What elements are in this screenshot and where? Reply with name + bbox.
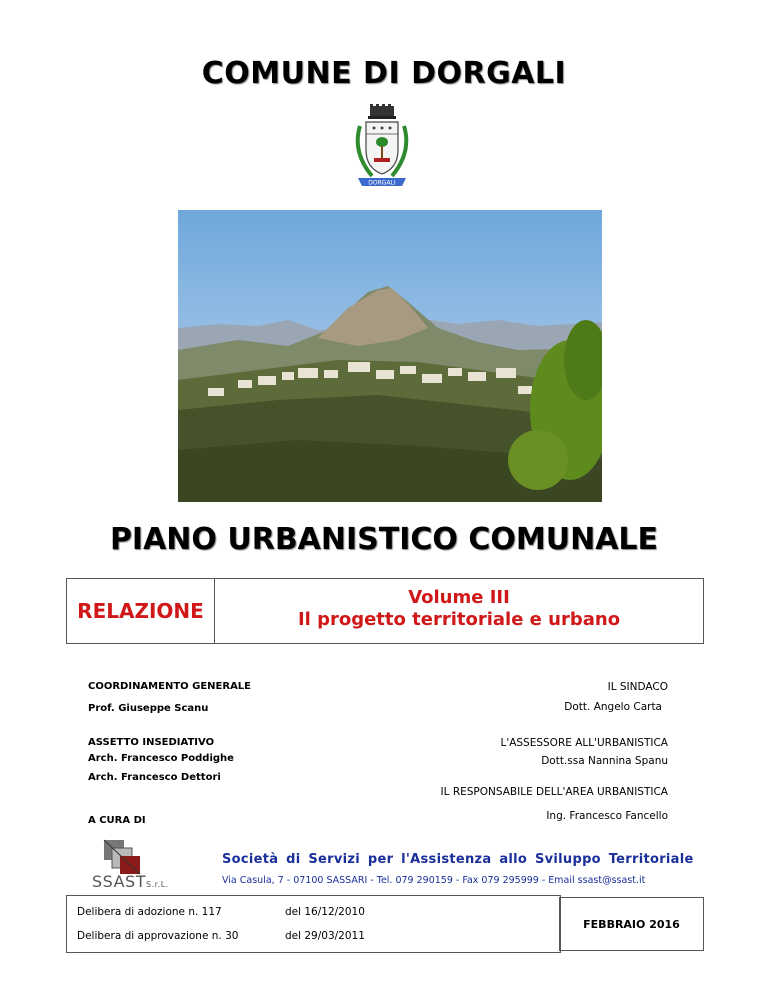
approvazione-date: del 29/03/2011 [285, 930, 365, 942]
plan-title: PIANO URBANISTICO COMUNALE [109, 522, 659, 557]
assetto-name-2: Arch. Francesco Dettori [88, 772, 221, 783]
sindaco-label: IL SINDACO [607, 681, 668, 693]
assessore-label: L'ASSESSORE ALL'URBANISTICA [500, 737, 668, 749]
approval-box [66, 895, 561, 953]
assessore-name: Dott.ssa Nannina Spanu [541, 755, 668, 767]
company-address: Via Casula, 7 - 07100 SASSARI - Tel. 079 290159 - Fax 079 295999 - Email ssast@ssast.it [222, 875, 646, 886]
sindaco-name: Dott. Angelo Carta [564, 701, 662, 713]
ssast-logo-text: SSASTS.r.L. [92, 872, 169, 891]
assetto-label: ASSETTO INSEDIATIVO [88, 737, 215, 748]
volume-subtitle: Il progetto territoriale e urbano [297, 609, 621, 630]
municipality-title: COMUNE DI DORGALI [201, 56, 567, 91]
relazione-label: RELAZIONE [67, 579, 215, 643]
volume-number: Volume III [408, 587, 510, 608]
relazione-box [66, 578, 704, 644]
cura-label: A CURA DI [88, 815, 146, 826]
publication-date: FEBBRAIO 2016 [559, 897, 704, 951]
town-landscape-photo [178, 210, 602, 502]
coat-of-arms-icon [348, 104, 416, 192]
company-name: Società di Servizi per l'Assistenza allo Sviluppo Territoriale [222, 852, 694, 867]
volume-info [215, 579, 703, 651]
coord-label: COORDINAMENTO GENERALE [88, 681, 252, 692]
responsabile-label: IL RESPONSABILE DELL'AREA URBANISTICA [440, 786, 668, 798]
coord-name: Prof. Giuseppe Scanu [88, 703, 209, 714]
adozione-label: Delibera di adozione n. 117 [77, 906, 222, 918]
assetto-name-1: Arch. Francesco Poddighe [88, 753, 234, 764]
responsabile-name: Ing. Francesco Fancello [546, 810, 668, 822]
approvazione-label: Delibera di approvazione n. 30 [77, 930, 239, 942]
svg-text:DORGALI: DORGALI [368, 179, 396, 187]
adozione-date: del 16/12/2010 [285, 906, 365, 918]
